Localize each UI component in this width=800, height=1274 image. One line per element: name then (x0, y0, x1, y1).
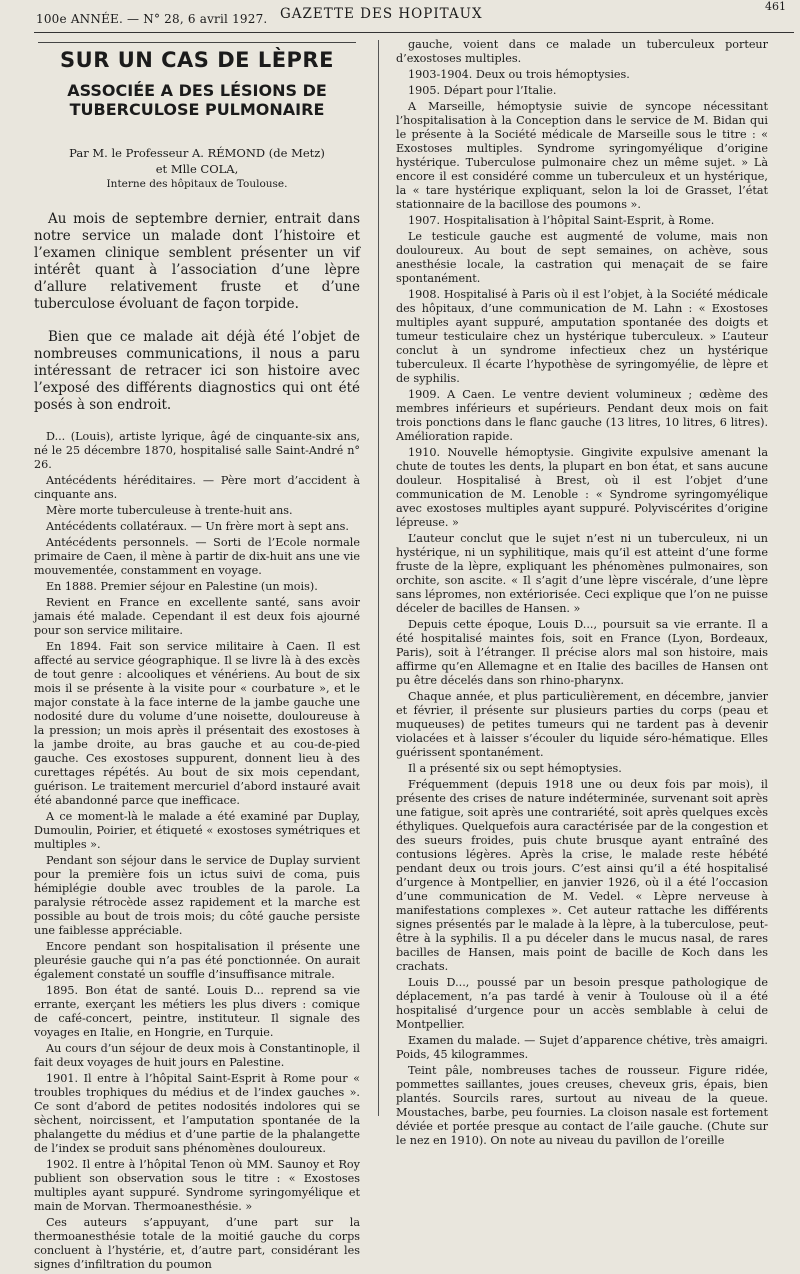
lead-paragraph: Au mois de septembre dernier, entrait dans notre service un malade dont l’histoire et l’examen clinique semblent présenter un vif intérêt quant à l’association d’une lèpre d’allure relativement fruste et d’une tuberculose évoluant de façon torpide. (34, 211, 360, 312)
paragraph: 1907. Hospitalisation à l’hôpital Saint-Esprit, à Rome. (408, 214, 715, 227)
journal-title: GAZETTE DES HOPITAUX (280, 6, 483, 22)
issue-line: 100e ANNÉE. — N° 28, 6 avril 1927. (36, 12, 268, 26)
paragraph: Depuis cette époque, Louis D..., poursuit sa vie errante. Il a été hospitalisé maintes fois, soit en France (Lyon, Bordeaux, Paris), soit à l’étranger. Il précise alors mal son histoire, mais affirme qu’en Allemagne et en Italie des bacilles de Hansen ont pu être décelés dans son rhino-pharynx. (396, 618, 768, 687)
byline-author-1: Par M. le Professeur A. RÉMOND (de Metz) (69, 146, 325, 160)
paragraph: gauche, voient dans ce malade un tuberculeux porteur d’exostoses multiples. (396, 38, 768, 65)
header-rule (34, 32, 794, 33)
paragraph: 1895. Bon état de santé. Louis D... reprend sa vie errante, exerçant les métiers les plus divers : comique de café-concert, peintre, instituteur. Il signale des voyages en Italie, en Hongrie, en Turquie. (34, 984, 360, 1039)
lead-paragraph-2: Bien que ce malade ait déjà été l’objet de nombreuses communications, il nous a paru intéressant de retracer ici son histoire avec l’exposé des différents diagnostics qui ont été posés à son endroit. (34, 329, 360, 413)
paragraph: 1910. Nouvelle hémoptysie. Gingivite expulsive amenant la chute de toutes les dents, la plupart en bon état, et sans aucune douleur. Hospitalisé à Brest, où il est l’objet d’une communication de M. Lenoble : « Syndrome syringomyélique avec exostoses multiples ayant suppuré. Polyviscérites d’origine lépreuse. » (396, 446, 768, 529)
paragraph: Teint pâle, nombreuses taches de rousseur. Figure ridée, pommettes saillantes, joues creuses, cheveux gris, épais, bien plantés. Sourcils rares, surtout au niveau de la queue. Moustaches, barbe, peu fournies. La cloison nasale est fortement déviée et portée presque au contact de l’aile gauche. (Chute sur le nez en 1910). On note au niveau du pavillon de l’oreille (396, 1064, 768, 1147)
paragraph: Antécédents collatéraux. — Un frère mort à sept ans. (46, 520, 349, 533)
paragraph: A Marseille, hémoptysie suivie de syncope nécessitant l’hospitalisation à la Conception dans le service de M. Bidan qui le présente à la Société médicale de Marseille sous le titre : « Exostoses multiples. Syndrome syringomyélique d’origine hystérique. Tuberculose pulmonaire chez un même sujet. » Là encore il est considéré comme un tuberculeux et un hystérique, la « tare hystérique expliquant, selon la loi de Grasset, l’état stationnaire de la bacillose des poumons ». (396, 100, 768, 211)
paragraph: Pendant son séjour dans le service de Duplay survient pour la première fois un ictus suivi de coma, puis hémiplégie double avec troubles de la parole. La paralysie rétrocède assez rapidement et la marche est possible au bout de trois mois; du côté gauche persiste une faiblesse appréciable. (34, 854, 360, 937)
paragraph: En 1888. Premier séjour en Palestine (un mois). (46, 580, 318, 593)
paragraph: Fréquemment (depuis 1918 une ou deux fois par mois), il présente des crises de nature indéterminée, survenant soit après une fatigue, soit après une contrariété, soit après quelques excès éthyliques. Quelquefois aura caractérisée par de la congestion et des sueurs froides, puis chute brusque ayant entraîné des contusions légères. Après la crise, le malade reste hébété pendant deux ou trois jours. C’est ainsi qu’il a été hospitalisé d’urgence à Montpellier, en janvier 1926, où il a été l’occasion d’une communication de M. Vedel. « Lèpre nerveuse à manifestations complexes ». Cet auteur rattache les différents signes présentés par le malade à la lèpre, à la tuberculose, peut-être à la syphilis. Il a pu déceler dans le mucus nasal, de rares bacilles de Hansen, mais point de bacille de Koch dans les crachats. (396, 778, 768, 973)
paragraph: 1905. Départ pour l’Italie. (408, 84, 557, 97)
byline-author-2: et Mlle COLA, (155, 162, 239, 176)
paragraph: Louis D..., poussé par un besoin presque pathologique de déplacement, n’a pas tardé à venir à Toulouse où il a été hospitalisé d’urgence pour un accès semblable à celui de Montpellier. (396, 976, 768, 1031)
left-column (34, 38, 360, 1274)
paragraph: Chaque année, et plus particulièrement, en décembre, janvier et février, il présente sur plusieurs parties du corps (peau et muqueuses) de petites tumeurs qui ne tardent pas à devenir violacées et à laisser s’écouler du liquide séro-hématique. Elles guérissent spontanément. (396, 690, 768, 759)
page-header (0, 0, 800, 34)
paragraph: Antécédents héréditaires. — Père mort d’accident à cinquante ans. (34, 474, 360, 501)
left-paragraphs (34, 430, 360, 1272)
paragraph: A ce moment-là le malade a été examiné par Duplay, Dumoulin, Poirier, et étiqueté « exostoses symétriques et multiples ». (34, 810, 360, 851)
paragraph: Antécédents personnels. — Sorti de l’Ecole normale primaire de Caen, il mène à partir de dix-huit ans une vie mouvementée, constamment en voyage. (34, 536, 360, 577)
column-divider (378, 40, 379, 1116)
paragraph: Mère morte tuberculeuse à trente-huit ans. (46, 504, 293, 517)
paragraph: Encore pendant son hospitalisation il présente une pleurésie gauche qui n’a pas été ponctionnée. On aurait également constaté un souffle d’insuffisance mitrale. (34, 940, 360, 981)
paragraph: L’auteur conclut que le sujet n’est ni un tuberculeux, ni un hystérique, ni un syphilitique, mais qu’il est atteint d’une forme fruste de la lèpre, expliquant les phénomènes pulmonaires, son orchite, son ascite. « Il s’agit d’une lèpre viscérale, d’une lèpre sans lépromes, non extériorisée. Ceci explique que l’on ne puisse déceler de bacilles de Hansen. » (396, 532, 768, 615)
article-title: SUR UN CAS DE LÈPRE (60, 48, 334, 72)
paragraph: 1902. Il entre à l’hôpital Tenon où MM. Saunoy et Roy publient son observation sous le titre : « Exostoses multiples ayant suppuré. Syndrome syringomyélique et main de Morvan. Thermoanesthésie. » (34, 1158, 360, 1213)
page-number: 461 (765, 0, 786, 13)
paragraph: Le testicule gauche est augmenté de volume, mais non douloureux. Au bout de sept semaines, on achève, sous anesthésie locale, la castration qui menaçait de se faire spontanément. (396, 230, 768, 285)
article-subtitle: ASSOCIÉE A DES LÉSIONS DE TUBERCULOSE PULMONAIRE (67, 81, 327, 119)
paragraph: En 1894. Fait son service militaire à Caen. Il est affecté au service géographique. Il se livre là à des excès de tout genre : alcooliques et vénériens. Au bout de six mois il se présente à la visite pour « courbature », et le major constate à la face interne de la jambe gauche une nodosité dure du volume d’une noisette, douloureuse à la pression; un mois après il présentait des exostoses à la jambe droite, au bras gauche et au cou-de-pied gauche. Ces exostoses suppurent, donnent lieu à des curettages répétés. Au bout de six mois cependant, guérison. Le traitement mercuriel d’abord instauré avait été abandonné parce que inefficace. (34, 640, 360, 807)
paragraph: 1901. Il entre à l’hôpital Saint-Esprit à Rome pour « troubles trophiques du médius et de l’index gauches ». Ce sont d’abord de petites nodosités indolores qui se sèchent, noircissent, et l’amputation spontanée de la phalangette du médius et d’une partie de la phalangette de l’index se produit sans phénomènes douloureux. (34, 1072, 360, 1155)
paragraph: 1909. A Caen. Le ventre devient volumineux ; œdème des membres inférieurs et supérieurs. Pendant deux mois on fait trois ponctions dans le flanc gauche (13 litres, 10 litres, 6 litres). Amélioration rapide. (396, 388, 768, 443)
paragraph: 1908. Hospitalisé à Paris où il est l’objet, à la Société médicale des hôpitaux, d’une communication de M. Lahn : « Exostoses multiples ayant suppuré, amputation spontanée des doigts et tumeur testiculaire chez un hystérique tuberculeux. » L’auteur conclut à un syndrome infectieux chez un hystérique tuberculeux. Il écarte l’hypothèse de syringomyélie, de lèpre et de syphilis. (396, 288, 768, 385)
right-paragraphs (396, 38, 768, 1148)
paragraph: 1903-1904. Deux ou trois hémoptysies. (408, 68, 630, 81)
author-affiliation: Interne des hôpitaux de Toulouse. (106, 178, 288, 190)
paragraph: Au cours d’un séjour de deux mois à Constantinople, il fait deux voyages de huit jours en Palestine. (34, 1042, 360, 1069)
paragraph: Il a présenté six ou sept hémoptysies. (408, 762, 622, 775)
right-column (396, 38, 768, 1150)
paragraph: Revient en France en excellente santé, sans avoir jamais été malade. Cependant il est deux fois ajourné pour son service militaire. (34, 596, 360, 637)
paragraph: Ces auteurs s’appuyant, d’une part sur la thermoanesthésie totale de la moitié gauche du corps concluent à l’hystérie, et, d’autre part, considérant les signes d’infiltration du poumon (34, 1216, 360, 1271)
title-rule (38, 42, 356, 43)
paragraph: Examen du malade. — Sujet d’apparence chétive, très amaigri. Poids, 45 kilogrammes. (396, 1034, 768, 1061)
paragraph: D... (Louis), artiste lyrique, âgé de cinquante-six ans, né le 25 décembre 1870, hospitalisé salle Saint-André n° 26. (34, 430, 360, 471)
